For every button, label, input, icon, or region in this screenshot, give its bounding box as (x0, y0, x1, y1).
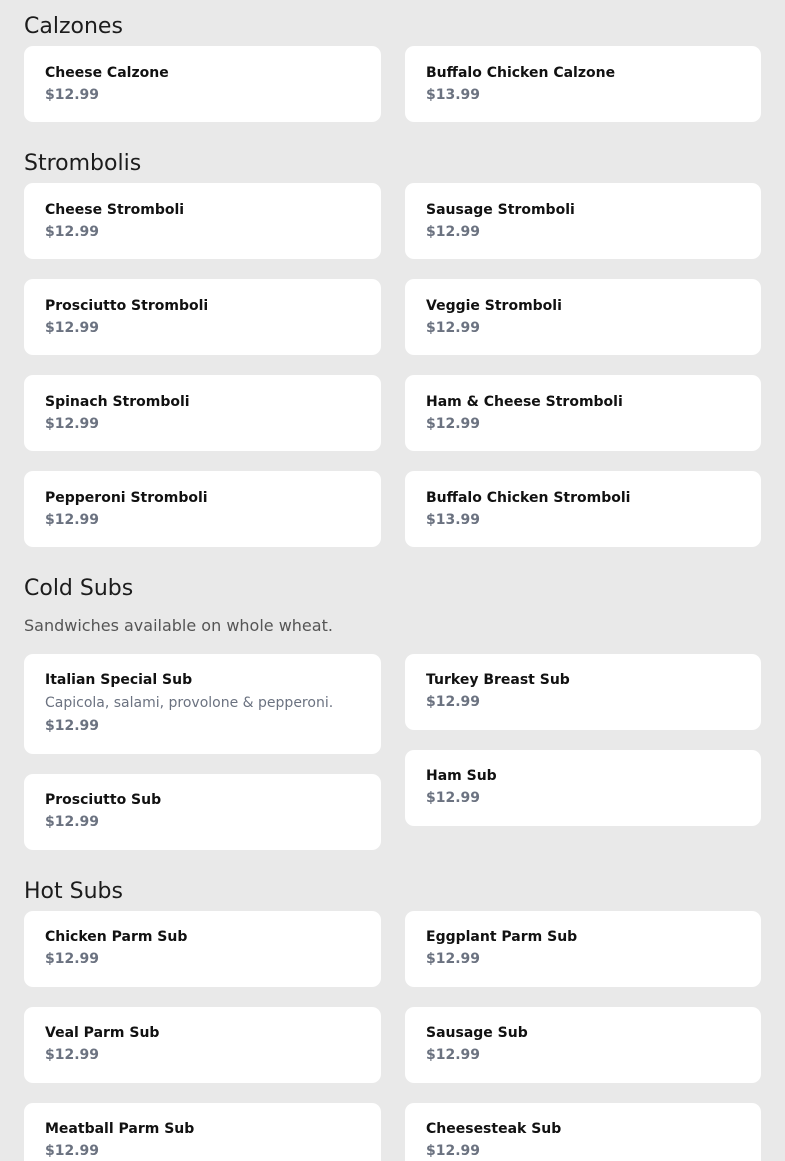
item-name: Veggie Stromboli (426, 298, 562, 314)
item-price: $12.99 (426, 416, 481, 432)
item-price: $12.99 (45, 1047, 100, 1063)
menu-item-card[interactable] (24, 654, 381, 754)
section-title-cold-subs: Cold Subs (24, 576, 134, 601)
item-name: Cheese Stromboli (45, 202, 185, 218)
item-price: $12.99 (45, 814, 100, 830)
item-name: Chicken Parm Sub (45, 929, 188, 945)
item-price: $13.99 (426, 87, 481, 103)
menu-item-card[interactable] (24, 1103, 381, 1161)
item-description: Capicola, salami, provolone & pepperoni. (45, 695, 334, 711)
menu-item-card[interactable] (24, 375, 381, 451)
menu-item-card[interactable] (405, 911, 761, 987)
menu-item-card[interactable] (24, 279, 381, 355)
item-name: Buffalo Chicken Calzone (426, 65, 616, 81)
item-price: $12.99 (45, 224, 100, 240)
menu-item-card[interactable] (24, 183, 381, 259)
item-price: $12.99 (426, 224, 481, 240)
item-price: $12.99 (426, 951, 481, 967)
section-title-calzones: Calzones (24, 14, 123, 39)
menu-item-card[interactable] (405, 183, 761, 259)
item-name: Cheese Calzone (45, 65, 169, 81)
item-price: $12.99 (426, 1047, 481, 1063)
menu-item-card[interactable] (405, 1103, 761, 1161)
item-name: Pepperoni Stromboli (45, 490, 208, 506)
item-name: Buffalo Chicken Stromboli (426, 490, 631, 506)
item-name: Meatball Parm Sub (45, 1121, 195, 1137)
item-name: Veal Parm Sub (45, 1025, 160, 1041)
item-name: Prosciutto Stromboli (45, 298, 209, 314)
menu-item-card[interactable] (405, 46, 761, 122)
menu-item-card[interactable] (24, 1007, 381, 1083)
section-description: Sandwiches available on whole wheat. (24, 616, 333, 635)
menu-item-card[interactable] (405, 1007, 761, 1083)
item-name: Ham & Cheese Stromboli (426, 394, 623, 410)
menu-item-card[interactable] (24, 911, 381, 987)
item-price: $12.99 (45, 512, 100, 528)
menu-item-card[interactable] (405, 471, 761, 547)
menu-item-card[interactable] (405, 375, 761, 451)
section-title-hot-subs: Hot Subs (24, 879, 123, 904)
section-title-strombolis: Strombolis (24, 151, 142, 176)
item-price: $12.99 (426, 694, 481, 710)
item-name: Sausage Stromboli (426, 202, 575, 218)
item-price: $12.99 (45, 951, 100, 967)
item-price: $12.99 (426, 320, 481, 336)
item-price: $12.99 (45, 416, 100, 432)
item-price: $12.99 (426, 790, 481, 806)
item-name: Spinach Stromboli (45, 394, 190, 410)
item-name: Cheesesteak Sub (426, 1121, 562, 1137)
item-name: Sausage Sub (426, 1025, 528, 1041)
item-name: Ham Sub (426, 768, 497, 784)
item-name: Eggplant Parm Sub (426, 929, 578, 945)
item-price: $12.99 (45, 320, 100, 336)
menu-item-card[interactable] (24, 774, 381, 850)
menu-item-card[interactable] (24, 471, 381, 547)
item-price: $13.99 (426, 512, 481, 528)
item-price: $12.99 (45, 1143, 100, 1159)
item-name: Italian Special Sub (45, 672, 193, 688)
item-price: $12.99 (426, 1143, 481, 1159)
item-price: $12.99 (45, 87, 100, 103)
item-price: $12.99 (45, 718, 100, 734)
item-name: Turkey Breast Sub (426, 672, 570, 688)
menu-item-card[interactable] (405, 750, 761, 826)
menu-item-card[interactable] (24, 46, 381, 122)
item-name: Prosciutto Sub (45, 792, 162, 808)
menu-item-card[interactable] (405, 279, 761, 355)
menu-item-card[interactable] (405, 654, 761, 730)
